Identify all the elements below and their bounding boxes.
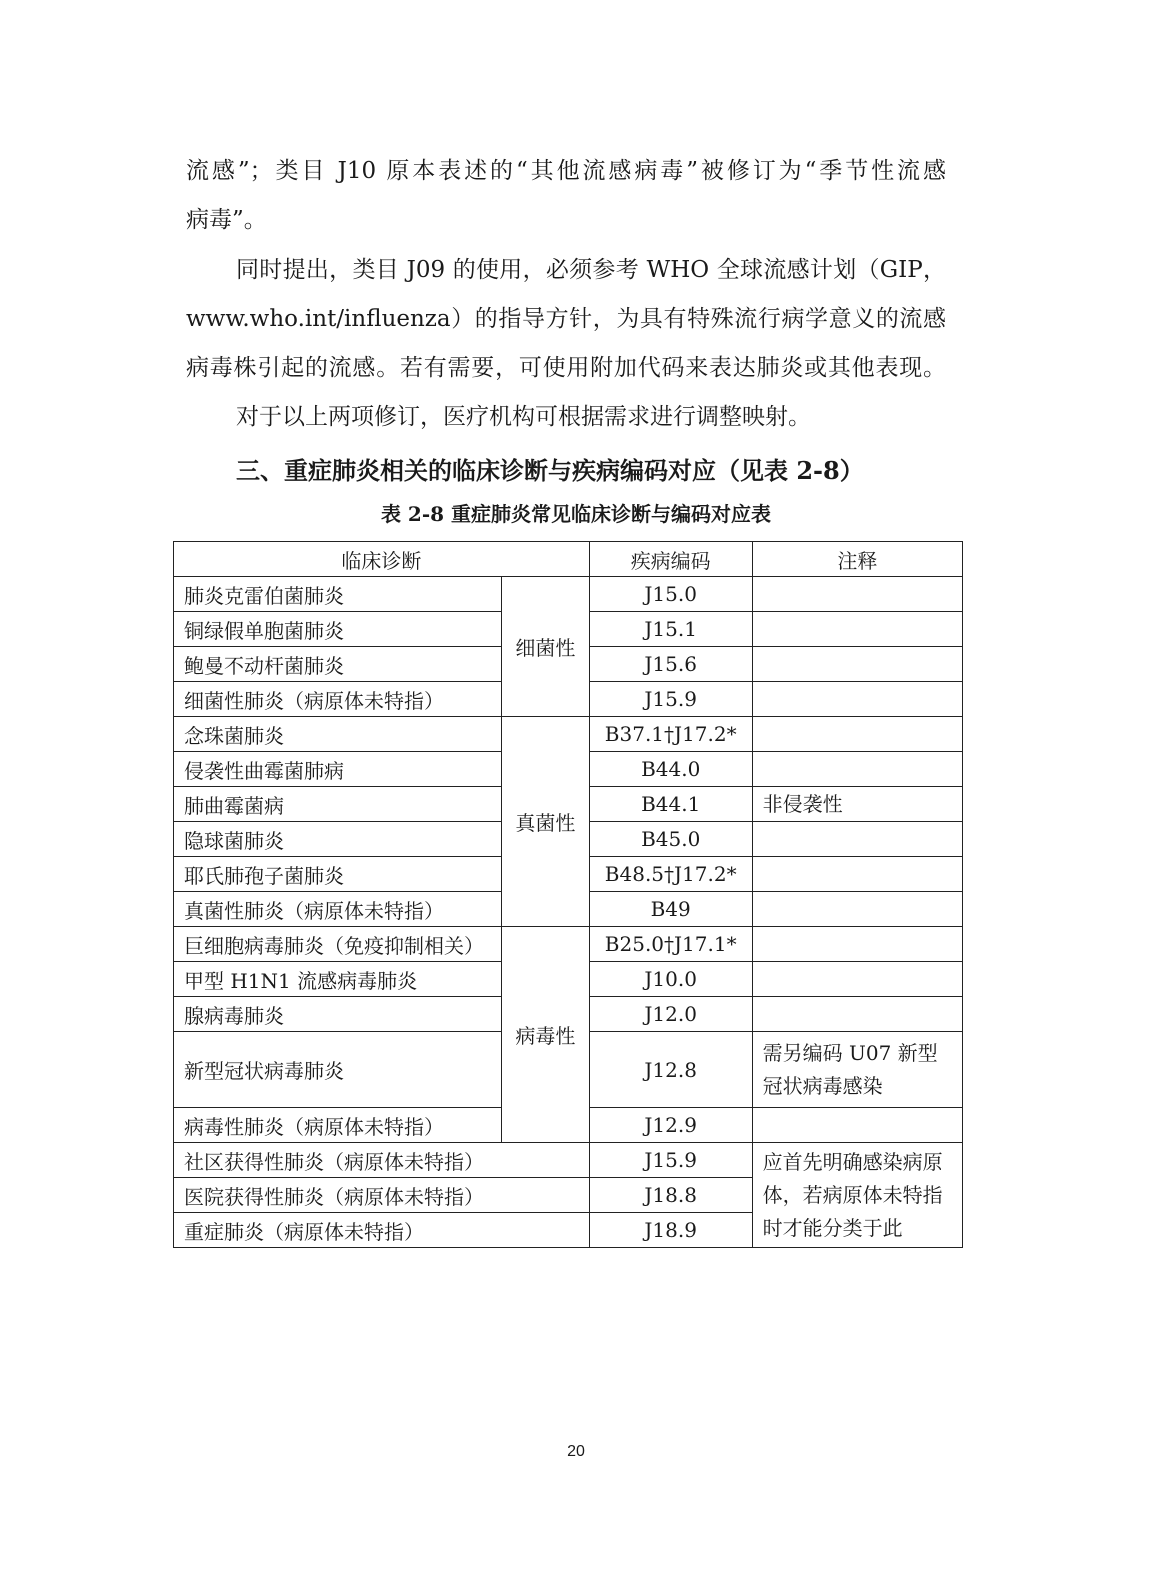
diagnosis-cell: 新型冠状病毒肺炎 (174, 1032, 502, 1108)
code-cell: J15.0 (589, 577, 752, 612)
body-line: 对于以上两项修订，医疗机构可根据需求进行调整映射。 (236, 404, 811, 430)
code-cell: B48.5†J17.2* (589, 857, 752, 892)
diagnosis-cell: 肺曲霉菌病 (174, 787, 502, 822)
body-line: 病毒”。 (186, 207, 267, 233)
note-cell (752, 822, 962, 857)
note-cell (752, 612, 962, 647)
note-cell (752, 577, 962, 612)
diagnosis-cell: 耶氏肺孢子菌肺炎 (174, 857, 502, 892)
page-number: 20 (567, 1443, 585, 1460)
diagnosis-cell: 隐球菌肺炎 (174, 822, 502, 857)
code-cell: B44.0 (589, 752, 752, 787)
note-cell: 需另编码 U07 新型冠状病毒感染 (752, 1032, 962, 1108)
table-row (174, 927, 963, 962)
code-cell: B37.1†J17.2* (589, 717, 752, 752)
note-cell (752, 997, 962, 1032)
code-cell: B49 (589, 892, 752, 927)
body-line: 病毒株引起的流感。若有需要，可使用附加代码来表达肺炎或其他表现。 (186, 355, 946, 381)
code-cell: J18.9 (589, 1213, 752, 1248)
diagnosis-cell: 肺炎克雷伯菌肺炎 (174, 577, 502, 612)
diagnosis-cell: 社区获得性肺炎（病原体未特指） (174, 1143, 590, 1178)
code-cell: B44.1 (589, 787, 752, 822)
header-diagnosis: 临床诊断 (174, 542, 590, 577)
header-note: 注释 (752, 542, 962, 577)
code-cell: J12.8 (589, 1032, 752, 1108)
table-row (174, 1143, 963, 1178)
note-cell (752, 962, 962, 997)
diagnosis-cell: 病毒性肺炎（病原体未特指） (174, 1108, 502, 1143)
table-row (174, 577, 963, 612)
diagnosis-code-table (173, 541, 963, 1248)
code-cell: J15.1 (589, 612, 752, 647)
code-cell: J18.8 (589, 1178, 752, 1213)
diagnosis-cell: 腺病毒肺炎 (174, 997, 502, 1032)
merged-note-cell: 应首先明确感染病原体，若病原体未特指时才能分类于此 (752, 1143, 962, 1248)
code-cell: J12.0 (589, 997, 752, 1032)
header-code: 疾病编码 (589, 542, 752, 577)
note-cell (752, 1108, 962, 1143)
body-line: 流感”；类目 J10 原本表述的“其他流感病毒”被修订为“季节性流感 (186, 158, 946, 184)
table-header-row (174, 542, 963, 577)
diagnosis-cell: 巨细胞病毒肺炎（免疫抑制相关） (174, 927, 502, 962)
body-line: 同时提出，类目 J09 的使用，必须参考 WHO 全球流感计划（GIP， (236, 257, 946, 283)
note-cell (752, 717, 962, 752)
diagnosis-cell: 医院获得性肺炎（病原体未特指） (174, 1178, 590, 1213)
note-cell: 非侵袭性 (752, 787, 962, 822)
note-cell (752, 682, 962, 717)
diagnosis-cell: 甲型 H1N1 流感病毒肺炎 (174, 962, 502, 997)
diagnosis-cell: 细菌性肺炎（病原体未特指） (174, 682, 502, 717)
diagnosis-cell: 真菌性肺炎（病原体未特指） (174, 892, 502, 927)
group-cell-viral: 病毒性 (501, 927, 589, 1143)
group-cell-bacterial: 细菌性 (501, 577, 589, 717)
diagnosis-cell: 念珠菌肺炎 (174, 717, 502, 752)
code-cell: J15.9 (589, 682, 752, 717)
code-cell: B45.0 (589, 822, 752, 857)
body-line: www.who.int/influenza）的指导方针，为具有特殊流行病学意义的流感 (186, 306, 946, 332)
table-row (174, 717, 963, 752)
diagnosis-cell: 侵袭性曲霉菌肺病 (174, 752, 502, 787)
note-cell (752, 927, 962, 962)
group-cell-fungal: 真菌性 (501, 717, 589, 927)
code-cell: J15.6 (589, 647, 752, 682)
code-cell: J12.9 (589, 1108, 752, 1143)
note-cell (752, 892, 962, 927)
note-cell (752, 857, 962, 892)
note-cell (752, 647, 962, 682)
diagnosis-cell: 重症肺炎（病原体未特指） (174, 1213, 590, 1248)
diagnosis-cell: 铜绿假单胞菌肺炎 (174, 612, 502, 647)
table-caption: 表 2-8 重症肺炎常见临床诊断与编码对应表 (380, 502, 772, 526)
diagnosis-cell: 鲍曼不动杆菌肺炎 (174, 647, 502, 682)
code-cell: B25.0†J17.1* (589, 927, 752, 962)
code-cell: J15.9 (589, 1143, 752, 1178)
note-cell (752, 752, 962, 787)
section-heading: 三、重症肺炎相关的临床诊断与疾病编码对应（见表 2-8） (236, 456, 864, 485)
code-cell: J10.0 (589, 962, 752, 997)
